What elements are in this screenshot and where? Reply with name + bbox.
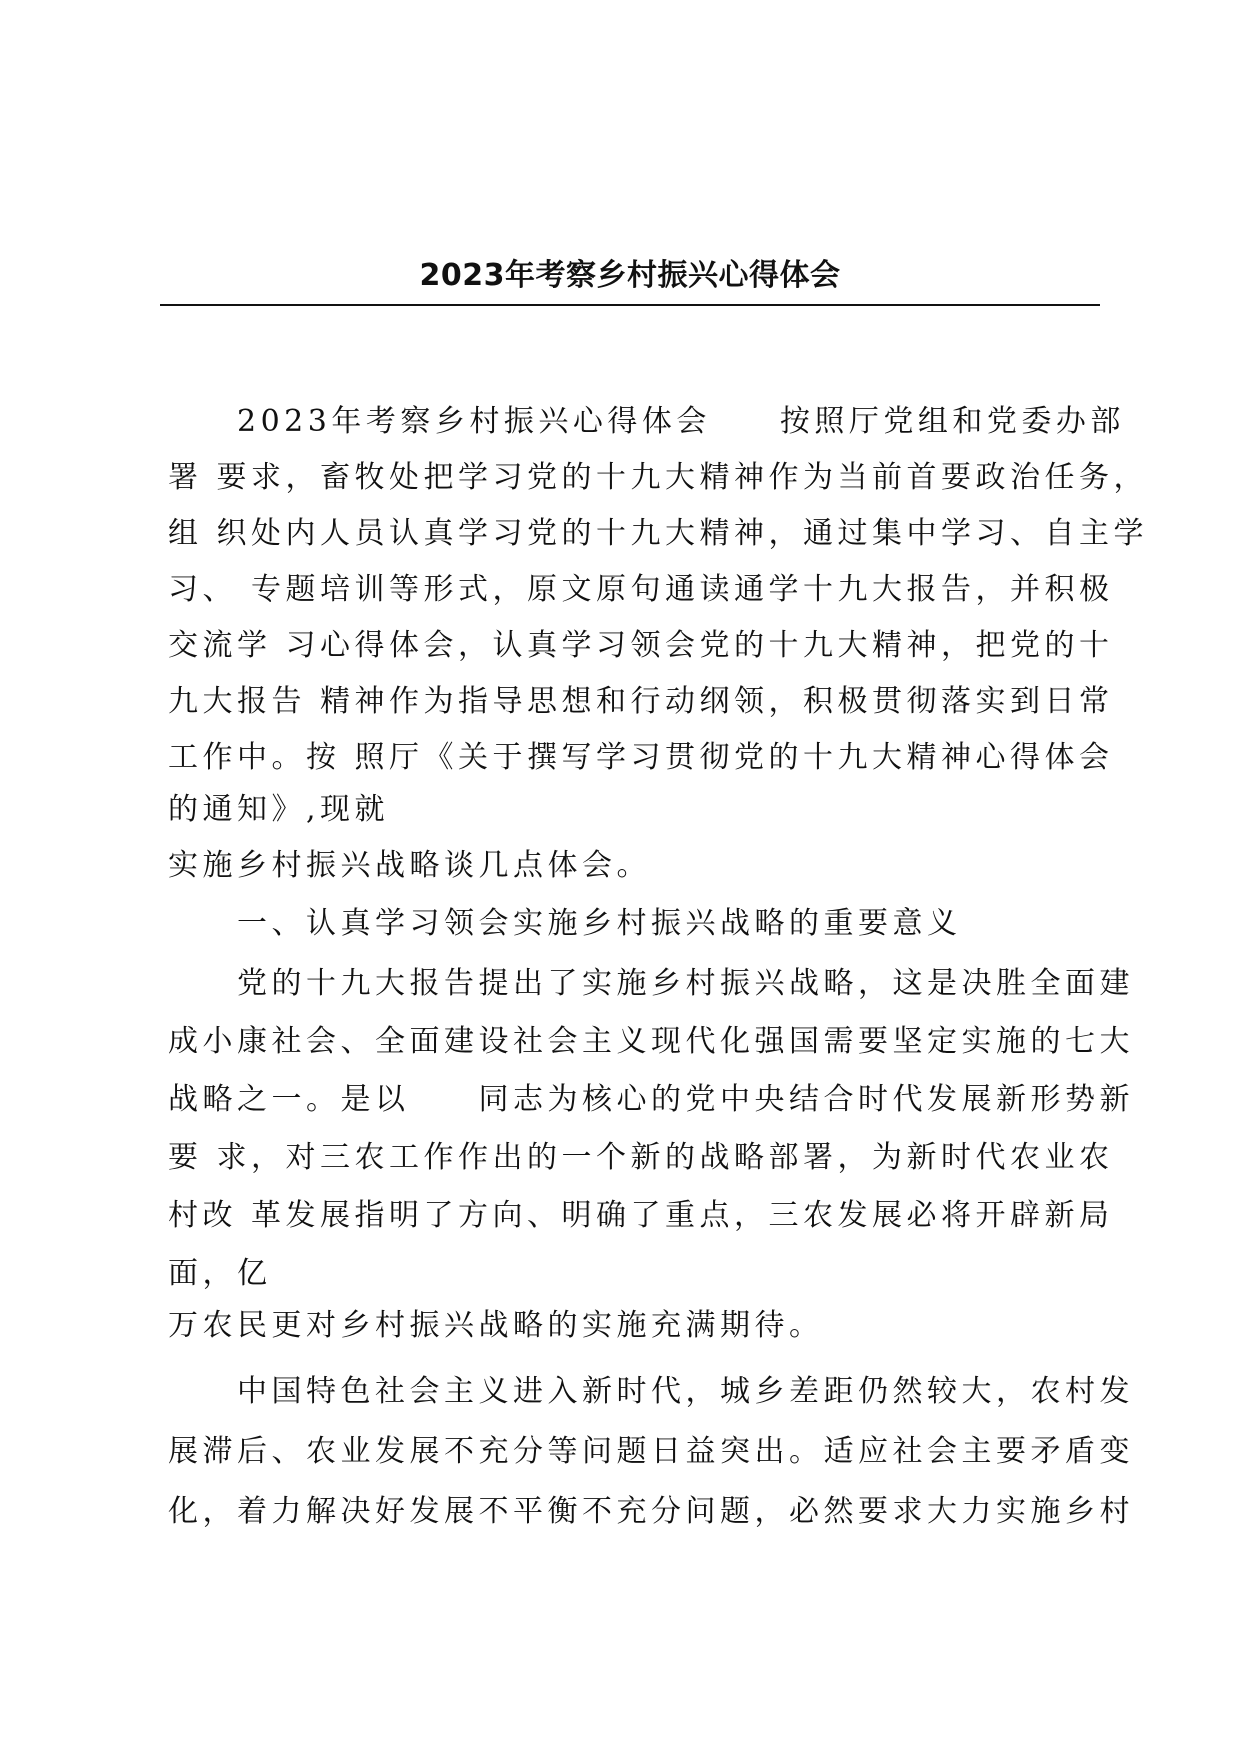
text-line: 组 织处内人员认真学习党的十九大精神，通过集中学习、自主学: [168, 516, 1149, 551]
text-line: 要 求，对三农工作作出的一个新的战略部署，为新时代农业农: [168, 1140, 1114, 1175]
text-line: 展滞后、农业发展不充分等问题日益突出。适应社会主要矛盾变: [168, 1434, 1134, 1469]
title-underline: [160, 304, 1100, 306]
text-line: 交流学 习心得体会，认真学习领会党的十九大精神，把党的十: [168, 628, 1114, 663]
text-line: 中国特色社会主义进入新时代，城乡差距仍然较大，农村发: [168, 1374, 1134, 1409]
text-line: 实施乡村振兴战略谈几点体会。: [168, 848, 651, 883]
text-line: 2023年考察乡村振兴心得体会 按照厅党组和党委办部: [168, 404, 1125, 439]
text-line: 党的十九大报告提出了实施乡村振兴战略，这是决胜全面建: [168, 966, 1134, 1001]
text-line: 万农民更对乡村振兴战略的实施充满期待。: [168, 1308, 824, 1343]
text-line: 面，亿: [168, 1256, 272, 1291]
text-line: 战略之一。是以 同志为核心的党中央结合时代发展新形势新: [168, 1082, 1134, 1117]
text-line: 工作中。按 照厅《关于撰写学习贯彻党的十九大精神心得体会: [168, 740, 1114, 775]
text-line: 习、 专题培训等形式，原文原句通读通学十九大报告，并积极: [168, 572, 1114, 607]
text-line: 的通知》,现就: [168, 792, 390, 827]
text-line: 署 要求，畜牧处把学习党的十九大精神作为当前首要政治任务，: [168, 460, 1149, 495]
text-line: 九大报告 精神作为指导思想和行动纲领，积极贯彻落实到日常: [168, 684, 1114, 719]
page-title: 2023年考察乡村振兴心得体会: [419, 258, 841, 293]
section-heading: 一、认真学习领会实施乡村振兴战略的重要意义: [168, 906, 962, 941]
text-line: 成小康社会、全面建设社会主义现代化强国需要坚定实施的七大: [168, 1024, 1134, 1059]
text-line: 化，着力解决好发展不平衡不充分问题，必然要求大力实施乡村: [168, 1494, 1134, 1529]
text-line: 村改 革发展指明了方向、明确了重点，三农发展必将开辟新局: [168, 1198, 1114, 1233]
